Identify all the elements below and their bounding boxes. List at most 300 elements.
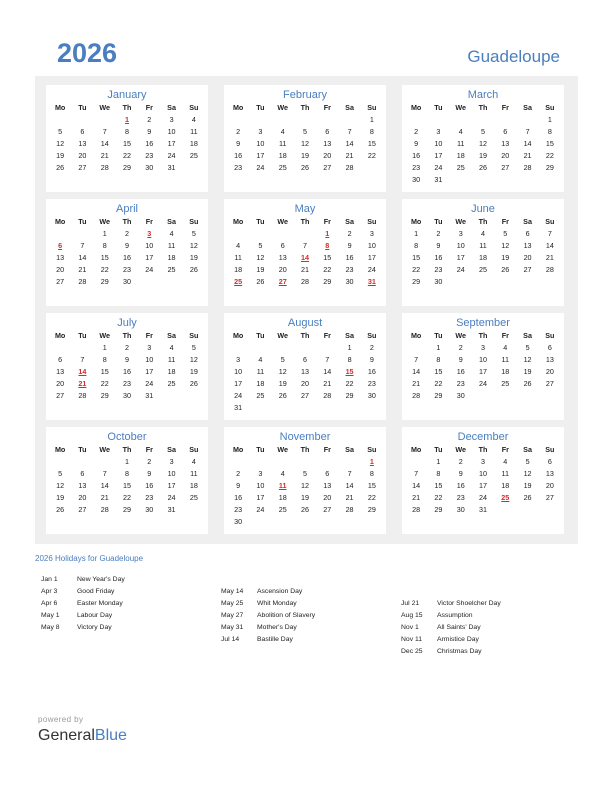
holiday-name: Armistice Day xyxy=(437,636,479,643)
day-cell: 3 xyxy=(436,127,441,136)
holiday-day-cell: 1 xyxy=(325,229,330,238)
day-cell: 31 xyxy=(145,391,154,400)
weekday-header: Su xyxy=(189,217,199,226)
day-cell: 12 xyxy=(278,367,287,376)
day-cell: 4 xyxy=(236,241,241,250)
day-cell: 9 xyxy=(236,139,241,148)
day-cell: 26 xyxy=(523,379,532,388)
month-march xyxy=(402,85,564,192)
month-title: August xyxy=(287,317,323,329)
day-cell: 21 xyxy=(323,379,332,388)
weekday-header: Su xyxy=(545,445,555,454)
day-cell: 23 xyxy=(145,151,154,160)
day-cell: 1 xyxy=(369,115,374,124)
logo-blue-text: Blue xyxy=(94,727,127,744)
weekday-header: Mo xyxy=(54,331,66,340)
holiday-row xyxy=(41,622,125,634)
weekday-header: Sa xyxy=(345,103,354,112)
day-cell: 24 xyxy=(145,265,154,274)
day-cell: 1 xyxy=(347,343,352,352)
day-cell: 16 xyxy=(145,481,154,490)
empty-cell xyxy=(71,114,93,126)
weekday-header: We xyxy=(99,331,111,340)
weekday-header: We xyxy=(277,103,289,112)
day-cell: 16 xyxy=(145,139,154,148)
day-cell: 13 xyxy=(78,139,87,148)
weekday-header: Tu xyxy=(78,331,87,340)
day-cell: 9 xyxy=(347,241,352,250)
day-cell: 7 xyxy=(525,127,530,136)
weekday-header: Fr xyxy=(323,445,331,454)
weekday-header: We xyxy=(277,445,289,454)
day-cell: 30 xyxy=(145,505,154,514)
month-july xyxy=(46,313,208,420)
day-cell: 27 xyxy=(545,379,554,388)
weekday-header: We xyxy=(277,217,289,226)
day-cell: 21 xyxy=(412,493,421,502)
day-cell: 22 xyxy=(434,379,443,388)
day-cell: 24 xyxy=(367,265,376,274)
day-cell: 1 xyxy=(436,343,441,352)
day-cell: 24 xyxy=(234,391,243,400)
weekday-header: Tu xyxy=(434,331,443,340)
day-cell: 22 xyxy=(100,265,109,274)
country-title: Guadeloupe xyxy=(467,47,560,66)
empty-cell xyxy=(94,456,116,468)
day-cell: 19 xyxy=(300,151,309,160)
weekday-header: Mo xyxy=(54,217,66,226)
day-cell: 7 xyxy=(325,355,330,364)
weekday-header: Mo xyxy=(232,103,244,112)
day-cell: 4 xyxy=(280,469,285,478)
day-cell: 22 xyxy=(545,151,554,160)
holiday-name: Labour Day xyxy=(77,612,113,619)
day-cell: 20 xyxy=(56,379,65,388)
day-cell: 6 xyxy=(325,469,330,478)
day-cell: 13 xyxy=(78,481,87,490)
month-september xyxy=(402,313,564,420)
year-title: 2026 xyxy=(57,38,118,68)
day-cell: 18 xyxy=(278,151,287,160)
day-cell: 17 xyxy=(367,253,376,262)
day-cell: 5 xyxy=(302,127,307,136)
day-cell: 24 xyxy=(256,505,265,514)
holiday-day-cell: 25 xyxy=(234,277,243,286)
day-cell: 7 xyxy=(414,355,419,364)
holiday-row xyxy=(221,598,315,610)
day-cell: 19 xyxy=(523,367,532,376)
holiday-date: Jul 14 xyxy=(221,636,240,643)
empty-cell xyxy=(338,114,360,126)
day-cell: 4 xyxy=(280,127,285,136)
day-cell: 14 xyxy=(100,481,109,490)
day-cell: 14 xyxy=(412,481,421,490)
day-cell: 11 xyxy=(190,127,198,136)
day-cell: 3 xyxy=(258,127,263,136)
day-cell: 5 xyxy=(280,355,285,364)
day-cell: 17 xyxy=(434,151,443,160)
day-cell: 4 xyxy=(503,457,508,466)
weekday-header: Fr xyxy=(323,331,331,340)
day-cell: 2 xyxy=(124,343,129,352)
holiday-day-cell: 11 xyxy=(278,481,287,490)
empty-cell xyxy=(405,114,427,126)
day-cell: 12 xyxy=(256,253,265,262)
weekday-header: Th xyxy=(300,331,310,340)
day-cell: 14 xyxy=(78,253,87,262)
day-grid xyxy=(405,444,561,516)
day-cell: 9 xyxy=(124,355,129,364)
day-cell: 21 xyxy=(300,265,309,274)
day-cell: 28 xyxy=(345,505,354,514)
day-cell: 24 xyxy=(167,151,176,160)
weekday-header: Su xyxy=(189,445,199,454)
day-cell: 16 xyxy=(122,253,131,262)
holiday-row xyxy=(401,634,501,646)
day-cell: 7 xyxy=(547,229,552,238)
day-cell: 27 xyxy=(523,265,532,274)
day-cell: 10 xyxy=(256,481,265,490)
day-grid xyxy=(49,444,205,516)
day-cell: 5 xyxy=(58,127,63,136)
weekday-header: Sa xyxy=(167,217,176,226)
day-cell: 21 xyxy=(345,151,354,160)
day-cell: 25 xyxy=(167,379,176,388)
day-cell: 22 xyxy=(367,493,376,502)
day-cell: 19 xyxy=(523,481,532,490)
day-cell: 27 xyxy=(323,505,332,514)
day-cell: 23 xyxy=(122,265,131,274)
day-cell: 10 xyxy=(434,139,443,148)
weekday-header: Th xyxy=(122,445,132,454)
day-cell: 11 xyxy=(479,241,487,250)
weekday-header: Th xyxy=(478,331,488,340)
day-cell: 19 xyxy=(189,367,198,376)
weekday-header: Sa xyxy=(523,217,532,226)
day-cell: 11 xyxy=(234,253,242,262)
month-title: June xyxy=(471,203,495,215)
weekday-header: We xyxy=(455,217,467,226)
day-cell: 2 xyxy=(236,127,241,136)
holiday-day-cell: 14 xyxy=(300,253,309,262)
day-cell: 16 xyxy=(456,367,465,376)
weekday-header: Su xyxy=(189,331,199,340)
day-cell: 15 xyxy=(100,253,109,262)
day-cell: 10 xyxy=(478,355,487,364)
day-grid xyxy=(49,216,205,288)
day-cell: 12 xyxy=(300,139,309,148)
day-cell: 26 xyxy=(523,493,532,502)
day-cell: 14 xyxy=(345,481,354,490)
day-cell: 25 xyxy=(167,265,176,274)
day-cell: 26 xyxy=(56,505,65,514)
day-cell: 3 xyxy=(236,355,241,364)
weekday-header: Tu xyxy=(434,217,443,226)
empty-cell xyxy=(494,114,516,126)
holiday-date: May 31 xyxy=(221,624,244,631)
weekday-header: Th xyxy=(122,103,132,112)
day-cell: 28 xyxy=(323,391,332,400)
holiday-row xyxy=(401,610,501,622)
day-cell: 30 xyxy=(412,175,421,184)
empty-cell xyxy=(249,342,271,354)
month-title: September xyxy=(456,317,510,329)
day-cell: 3 xyxy=(169,115,174,124)
day-cell: 6 xyxy=(80,127,85,136)
month-title: March xyxy=(467,89,499,101)
day-cell: 9 xyxy=(147,469,152,478)
day-cell: 25 xyxy=(256,391,265,400)
day-cell: 8 xyxy=(124,469,129,478)
day-cell: 9 xyxy=(458,355,463,364)
day-cell: 23 xyxy=(456,379,465,388)
empty-cell xyxy=(316,342,338,354)
day-cell: 3 xyxy=(258,469,263,478)
day-cell: 19 xyxy=(501,253,510,262)
day-cell: 5 xyxy=(480,127,485,136)
empty-cell xyxy=(49,342,71,354)
day-cell: 2 xyxy=(436,229,441,238)
empty-cell xyxy=(294,228,316,240)
day-cell: 9 xyxy=(458,469,463,478)
day-cell: 7 xyxy=(80,241,85,250)
day-cell: 29 xyxy=(100,391,109,400)
day-cell: 1 xyxy=(124,457,129,466)
day-cell: 18 xyxy=(234,265,243,274)
day-cell: 14 xyxy=(412,367,421,376)
weekday-header: Fr xyxy=(145,445,153,454)
day-cell: 26 xyxy=(300,505,309,514)
empty-cell xyxy=(294,456,316,468)
day-cell: 13 xyxy=(323,481,332,490)
day-cell: 3 xyxy=(458,229,463,238)
month-november xyxy=(224,427,386,534)
day-grid xyxy=(227,330,383,414)
holiday-day-cell: 21 xyxy=(78,379,87,388)
empty-cell xyxy=(427,114,449,126)
weekday-header: We xyxy=(455,445,467,454)
month-title: October xyxy=(107,431,147,443)
weekday-header: Fr xyxy=(501,103,509,112)
day-cell: 21 xyxy=(523,151,532,160)
day-cell: 16 xyxy=(434,253,443,262)
day-cell: 25 xyxy=(478,265,487,274)
weekday-header: Tu xyxy=(434,103,443,112)
day-cell: 19 xyxy=(278,379,287,388)
day-cell: 4 xyxy=(480,229,485,238)
month-title: April xyxy=(115,203,138,215)
day-cell: 15 xyxy=(122,139,131,148)
day-cell: 13 xyxy=(323,139,332,148)
day-cell: 13 xyxy=(545,469,554,478)
month-title: July xyxy=(117,317,137,329)
holiday-day-cell: 15 xyxy=(345,367,354,376)
day-cell: 19 xyxy=(56,493,65,502)
weekday-header: Mo xyxy=(54,103,66,112)
day-cell: 16 xyxy=(367,367,376,376)
day-cell: 29 xyxy=(122,505,131,514)
day-cell: 26 xyxy=(189,265,198,274)
day-cell: 15 xyxy=(434,367,443,376)
day-cell: 12 xyxy=(300,481,309,490)
day-cell: 25 xyxy=(456,163,465,172)
holiday-name: Easter Monday xyxy=(77,600,123,607)
day-cell: 1 xyxy=(414,229,419,238)
day-cell: 7 xyxy=(347,127,352,136)
day-cell: 12 xyxy=(56,139,65,148)
day-cell: 4 xyxy=(169,343,174,352)
weekday-header: Fr xyxy=(501,445,509,454)
day-cell: 27 xyxy=(323,163,332,172)
holiday-date: May 14 xyxy=(221,588,244,595)
holiday-name: Ascension Day xyxy=(257,588,303,595)
day-cell: 19 xyxy=(189,253,198,262)
weekday-header: Mo xyxy=(232,445,244,454)
day-cell: 22 xyxy=(100,379,109,388)
day-cell: 24 xyxy=(145,379,154,388)
weekday-header: Th xyxy=(478,103,488,112)
logo-general-text: General xyxy=(38,727,95,744)
holiday-name: Good Friday xyxy=(77,588,115,595)
day-cell: 16 xyxy=(345,253,354,262)
day-cell: 20 xyxy=(523,253,532,262)
day-cell: 22 xyxy=(412,265,421,274)
day-cell: 11 xyxy=(501,355,510,364)
holiday-row xyxy=(221,634,315,646)
weekday-header: Tu xyxy=(256,217,265,226)
weekday-header: Sa xyxy=(167,445,176,454)
holiday-row xyxy=(41,610,125,622)
day-cell: 15 xyxy=(367,481,376,490)
month-february xyxy=(224,85,386,192)
month-january xyxy=(46,85,208,192)
empty-cell xyxy=(227,228,249,240)
day-cell: 8 xyxy=(369,469,374,478)
day-cell: 1 xyxy=(102,229,107,238)
month-may xyxy=(224,199,386,306)
day-cell: 18 xyxy=(256,379,265,388)
day-cell: 27 xyxy=(56,277,65,286)
empty-cell xyxy=(316,114,338,126)
month-october xyxy=(46,427,208,534)
day-cell: 8 xyxy=(436,355,441,364)
month-title: November xyxy=(279,431,331,443)
day-cell: 25 xyxy=(278,163,287,172)
weekday-header: Th xyxy=(122,217,132,226)
day-cell: 22 xyxy=(434,493,443,502)
day-cell: 23 xyxy=(367,379,376,388)
day-cell: 19 xyxy=(300,493,309,502)
day-cell: 9 xyxy=(369,355,374,364)
day-cell: 20 xyxy=(78,493,87,502)
weekday-header: Mo xyxy=(410,217,422,226)
weekday-header: Fr xyxy=(145,217,153,226)
day-cell: 9 xyxy=(436,241,441,250)
day-cell: 12 xyxy=(189,241,198,250)
day-cell: 30 xyxy=(122,391,131,400)
weekday-header: Fr xyxy=(501,217,509,226)
day-cell: 4 xyxy=(458,127,463,136)
day-cell: 10 xyxy=(478,469,487,478)
weekday-header: Sa xyxy=(167,103,176,112)
weekday-header: Fr xyxy=(501,331,509,340)
day-cell: 15 xyxy=(100,367,109,376)
holiday-row xyxy=(221,610,315,622)
day-cell: 8 xyxy=(102,355,107,364)
holiday-name: Victor Shoelcher Day xyxy=(437,600,501,607)
holiday-name: All Saints' Day xyxy=(437,624,481,631)
holiday-date: Aug 15 xyxy=(401,612,423,619)
day-cell: 7 xyxy=(102,469,107,478)
holiday-name: Whit Monday xyxy=(257,600,297,607)
empty-cell xyxy=(249,456,271,468)
weekday-header: Sa xyxy=(167,331,176,340)
holiday-day-cell: 3 xyxy=(147,229,152,238)
day-cell: 31 xyxy=(434,175,443,184)
day-cell: 23 xyxy=(234,505,243,514)
empty-cell xyxy=(249,114,271,126)
generalblue-logo[interactable] xyxy=(38,727,127,745)
day-cell: 13 xyxy=(300,367,309,376)
day-cell: 22 xyxy=(122,151,131,160)
holiday-row xyxy=(41,598,125,610)
day-cell: 30 xyxy=(367,391,376,400)
day-cell: 18 xyxy=(501,367,510,376)
day-cell: 18 xyxy=(478,253,487,262)
day-cell: 5 xyxy=(258,241,263,250)
holiday-row xyxy=(401,646,501,658)
holiday-name: Victory Day xyxy=(77,624,112,631)
day-cell: 23 xyxy=(434,265,443,274)
day-cell: 11 xyxy=(278,139,287,148)
weekday-header: We xyxy=(99,445,111,454)
day-cell: 2 xyxy=(147,115,152,124)
weekday-header: We xyxy=(455,331,467,340)
weekday-header: Th xyxy=(300,103,310,112)
empty-cell xyxy=(294,342,316,354)
day-cell: 9 xyxy=(236,481,241,490)
holiday-date: Apr 3 xyxy=(41,588,58,595)
weekday-header: Tu xyxy=(256,331,265,340)
weekday-header: Su xyxy=(545,331,555,340)
holiday-name: Assumption xyxy=(437,612,473,619)
day-cell: 4 xyxy=(191,115,196,124)
day-cell: 28 xyxy=(545,265,554,274)
day-cell: 9 xyxy=(124,241,129,250)
weekday-header: Th xyxy=(300,217,310,226)
day-cell: 27 xyxy=(78,505,87,514)
day-cell: 25 xyxy=(189,151,198,160)
day-cell: 25 xyxy=(501,379,510,388)
day-cell: 19 xyxy=(56,151,65,160)
weekday-header: Fr xyxy=(145,103,153,112)
day-cell: 28 xyxy=(523,163,532,172)
day-cell: 17 xyxy=(234,379,243,388)
month-title: December xyxy=(457,431,509,443)
empty-cell xyxy=(227,456,249,468)
weekday-header: Mo xyxy=(410,331,422,340)
weekday-header: Tu xyxy=(78,217,87,226)
day-cell: 17 xyxy=(256,493,265,502)
weekday-header: We xyxy=(99,217,111,226)
day-cell: 12 xyxy=(501,241,510,250)
day-cell: 11 xyxy=(456,139,465,148)
day-cell: 17 xyxy=(456,253,465,262)
day-cell: 30 xyxy=(456,505,465,514)
day-grid xyxy=(227,444,383,528)
day-cell: 29 xyxy=(367,505,376,514)
day-grid xyxy=(405,216,561,288)
